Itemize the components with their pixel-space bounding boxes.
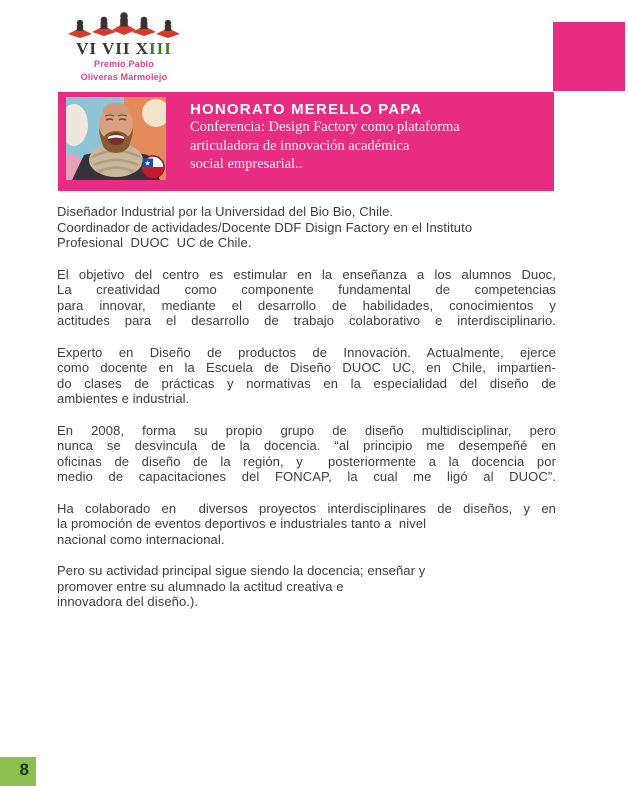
bio-line: En 2008, forma su propio grupo de diseño multidisciplinar, pero — [57, 422, 556, 438]
logo-title-line1: Premio Pablo — [94, 59, 154, 69]
bio-line: El objetivo del centro es estimular en la enseñanza a los alumnos Duoc, — [57, 266, 556, 282]
numerals-accent: III — [149, 39, 172, 58]
bio-paragraph — [57, 423, 556, 485]
banner-text — [190, 92, 546, 174]
bio-text — [57, 204, 556, 626]
bio-line: innovadora del diseño.). — [57, 594, 199, 609]
corner-accent-square — [553, 22, 625, 91]
bio-paragraph — [57, 267, 556, 329]
bio-line: actitudes para el desarrollo de trabajo colaborativo e interdisciplinario. — [57, 313, 556, 328]
bio-paragraph — [57, 204, 556, 251]
bio-line: Profesional DUOC UC de Chile. — [57, 235, 252, 250]
bio-line: como docente en la Escuela de Diseño DUOC UC, en Chile, impartien- — [57, 360, 556, 375]
page-number: 8 — [19, 760, 29, 779]
speaker-name: HONORATO MERELLO PAPA — [190, 101, 423, 118]
bio-line: nacional como internacional. — [57, 531, 225, 547]
bio-line: do clases de prácticas y normativas en la especialidad del diseño de — [57, 375, 556, 391]
logo-figures-icon — [66, 12, 182, 42]
logo-roman-numerals — [58, 40, 190, 57]
bio-line: nunca se desvincula de la docencia. “al principio me desempeñé en — [57, 438, 556, 453]
bio-line: la promoción de eventos deportivos e industriales tanto a nivel — [57, 516, 427, 531]
conference-line: Conferencia: Design Factory como plataforma — [190, 119, 460, 135]
chile-flag-icon — [142, 156, 164, 178]
bio-line: promover entre su alumnado la actitud creativa e — [57, 578, 344, 594]
bio-line: ambientes e industrial. — [57, 391, 190, 406]
conference-line: social empresarial.. — [190, 156, 303, 172]
bio-paragraph — [57, 563, 556, 610]
bio-line: Experto en Diseño de productos de Innovación. Actualmente, ejerce — [57, 344, 556, 360]
bio-line: Coordinador de actividades/Docente DDF Disign Factory en el Instituto — [57, 219, 473, 235]
conference-line: articuladora de innovación académica — [190, 137, 410, 154]
bio-line: Pero su actividad principal sigue siendo la docencia; enseñar y — [57, 563, 426, 578]
bio-line: La creatividad como componente fundamental de competencias — [57, 282, 556, 297]
bio-line: Diseñador Industrial por la Universidad del Bio Bio, Chile. — [57, 204, 394, 219]
bio-paragraph — [57, 501, 556, 548]
bio-line: medio de capacitaciones del FONCAP, la cual me ligó al DUOC”. — [57, 469, 556, 484]
speaker-photo — [66, 97, 166, 180]
bio-line: Ha colaborado en diversos proyectos interdisciplinares de diseños, y en — [57, 500, 556, 516]
bio-paragraph — [57, 345, 556, 407]
award-logo — [58, 12, 190, 82]
bio-line: oficinas de diseño de la región, y posteriormente a la docencia por — [57, 453, 556, 469]
speaker-banner — [58, 92, 554, 191]
numerals-main: VI VII X — [76, 39, 149, 58]
page-number-badge — [0, 757, 36, 786]
bio-line: para innovar, mediante el desarrollo de habilidades, conocimientos y — [57, 297, 556, 313]
logo-title-line2: Oliveras Marmolejo — [80, 71, 168, 82]
svg-text:★: ★ — [144, 160, 151, 168]
